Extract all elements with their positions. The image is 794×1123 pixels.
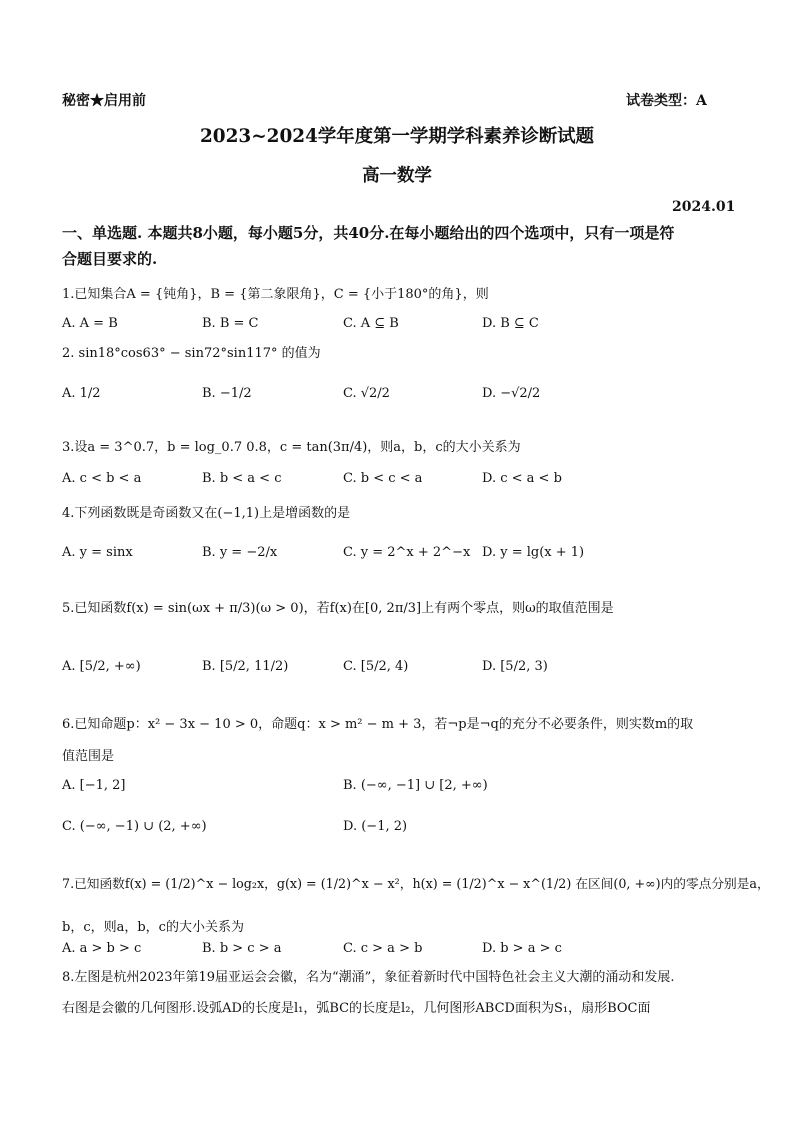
question-8-stem-line2: 右图是会徽的几何图形.设弧AD的长度是l₁，弧BC的长度是l₂，几何图形ABCD面积为S₁，扇形BOC面 [62,1001,651,1016]
question-2-option-b: B. −1/2 [202,386,252,401]
question-6-option-b: B. (−∞, −1] ∪ [2, +∞) [343,778,488,793]
question-6-option-c: C. (−∞, −1) ∪ (2, +∞) [62,819,207,834]
exam-date: 2024.01 [672,199,736,215]
question-4-option-c: C. y = 2^x + 2^−x [343,545,471,560]
question-5-option-c: C. [5/2, 4) [343,659,409,674]
section-heading-line1: 一、单选题. 本题共8小题，每小题5分，共40分.在每小题给出的四个选项中，只有一项是符 [62,224,675,242]
question-3-option-b: B. b < a < c [202,471,282,486]
question-2-option-c: C. √2/2 [343,386,390,401]
exam-subject: 高一数学 [362,166,432,186]
question-5-option-a: A. [5/2, +∞) [62,659,141,674]
question-3-option-d: D. c < a < b [482,471,562,486]
paper-type-label: 试卷类型：A [626,93,707,109]
confidential-label: 秘密★启用前 [62,93,146,109]
question-6-option-a: A. [−1, 2] [62,778,126,793]
question-4-option-d: D. y = lg(x + 1) [482,545,585,560]
question-1-option-d: D. B ⊆ C [482,316,539,331]
question-3-stem: 3.设a = 3^0.7，b = log_0.7 0.8，c = tan(3π/4)，则a，b，c的大小关系为 [62,440,521,455]
question-7-option-d: D. b > a > c [482,941,562,956]
question-6-stem-line1: 6.已知命题p：x² − 3x − 10 > 0，命题q：x > m² − m + 3，若¬p是¬q的充分不必要条件，则实数m的取 [62,717,694,732]
question-1-option-b: B. B = C [202,316,259,331]
question-3-option-c: C. b < c < a [343,471,423,486]
question-7-stem-line1: 7.已知函数f(x) = (1/2)^x − log₂x，g(x) = (1/2)^x − x²，h(x) = (1/2)^x − x^(1/2) 在区间(0, +∞)内的零点分别是a， [62,876,770,891]
question-5-option-d: D. [5/2, 3) [482,659,548,674]
question-2-option-a: A. 1/2 [62,386,101,401]
question-2-stem: 2. sin18°cos63° − sin72°sin117° 的值为 [62,346,321,361]
question-2-option-d: D. −√2/2 [482,386,541,401]
question-7-stem-line2: b，c，则a，b，c的大小关系为 [62,920,244,935]
question-1-option-c: C. A ⊆ B [343,316,399,331]
question-4-stem: 4.下列函数既是奇函数又在(−1,1)上是增函数的是 [62,506,351,521]
question-1-option-a: A. A = B [62,316,118,331]
question-7-option-b: B. b > c > a [202,941,282,956]
question-8-stem-line1: 8.左图是杭州2023年第19届亚运会会徽，名为“潮涌”，象征着新时代中国特色社会主义大潮的涌动和发展. [62,970,675,985]
question-7-option-a: A. a > b > c [62,941,142,956]
exam-title: 2023~2024学年度第一学期学科素养诊断试题 [200,126,594,147]
question-6-stem-line2: 值范围是 [62,749,115,764]
question-4-option-b: B. y = −2/x [202,545,278,560]
question-5-option-b: B. [5/2, 11/2) [202,659,289,674]
question-5-stem: 5.已知函数f(x) = sin(ωx + π/3)(ω > 0)，若f(x)在[0, 2π/3]上有两个零点，则ω的取值范围是 [62,601,614,616]
question-4-option-a: A. y = sinx [62,545,133,560]
question-6-option-d: D. (−1, 2) [343,819,408,834]
question-3-option-a: A. c < b < a [62,471,142,486]
section-heading-line2: 合题目要求的. [62,250,158,268]
question-1-stem: 1.已知集合A = {钝角}，B = {第二象限角}，C = {小于180°的角}，则 [62,287,489,302]
question-7-option-c: C. c > a > b [343,941,423,956]
